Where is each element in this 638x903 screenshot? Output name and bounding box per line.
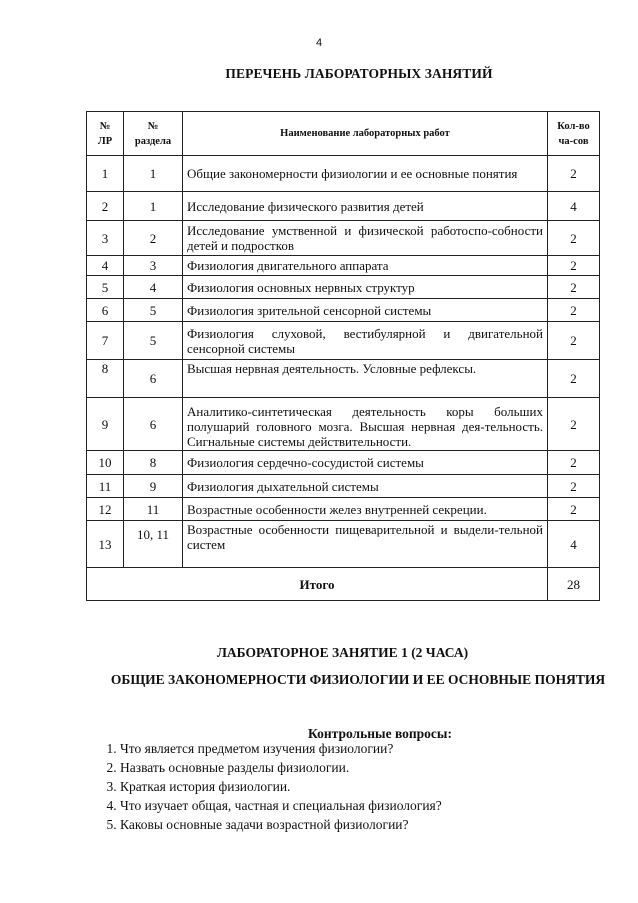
cell-section: 8 (124, 451, 183, 475)
cell-name: Физиология зрительной сенсорной системы (183, 299, 548, 322)
cell-section: 1 (124, 192, 183, 221)
page-number: 4 (315, 37, 323, 49)
cell-section: 10, 11 (124, 521, 183, 568)
cell-hours: 2 (548, 299, 600, 322)
cell-hours: 4 (548, 521, 600, 568)
cell-section: 3 (124, 256, 183, 276)
list-item: 3. Краткая история физиологии. (120, 777, 442, 796)
table-row (87, 256, 600, 276)
total-label: Итого (87, 568, 548, 601)
cell-section: 1 (124, 156, 183, 192)
cell-name: Физиология сердечно-сосудистой системы (183, 451, 548, 475)
table-row (87, 276, 600, 299)
table-row (87, 192, 600, 221)
cell-lr: 12 (87, 498, 124, 521)
cell-lr: 2 (87, 192, 124, 221)
table-header-row (87, 112, 600, 156)
table-row (87, 498, 600, 521)
cell-name: Физиология слуховой, вестибулярной и двигательной сенсорной системы (183, 322, 548, 360)
cell-name: Исследование физического развития детей (183, 192, 548, 221)
cell-hours: 2 (548, 451, 600, 475)
cell-name: Высшая нервная деятельность. Условные рефлексы. (183, 360, 548, 398)
cell-section: 6 (124, 360, 183, 398)
cell-section: 5 (124, 299, 183, 322)
cell-section: 4 (124, 276, 183, 299)
cell-lr: 8 (87, 360, 124, 398)
lesson-heading: ЛАБОРАТОРНОЕ ЗАНЯТИЕ 1 (2 ЧАСА) (216, 645, 469, 660)
cell-lr: 5 (87, 276, 124, 299)
cell-hours: 2 (548, 360, 600, 398)
table-row (87, 398, 600, 451)
header-hours: Кол-во ча-сов (548, 112, 600, 156)
cell-section: 6 (124, 398, 183, 451)
cell-lr: 9 (87, 398, 124, 451)
cell-section: 5 (124, 322, 183, 360)
table-row (87, 299, 600, 322)
header-work-name: Наименование лабораторных работ (183, 112, 548, 156)
cell-lr: 1 (87, 156, 124, 192)
cell-hours: 4 (548, 192, 600, 221)
table-row (87, 475, 600, 498)
header-lr-number: № ЛР (87, 112, 124, 156)
list-item: 1. Что является предметом изучения физиологии? (120, 739, 442, 758)
cell-lr: 13 (87, 521, 124, 568)
cell-hours: 2 (548, 398, 600, 451)
cell-lr: 11 (87, 475, 124, 498)
cell-name: Возрастные особенности пищеварительной и выдели-тельной систем (183, 521, 548, 568)
cell-section: 9 (124, 475, 183, 498)
table-row (87, 451, 600, 475)
cell-lr: 6 (87, 299, 124, 322)
questions-title: Контрольные вопросы: (308, 726, 452, 741)
cell-lr: 3 (87, 221, 124, 256)
cell-hours: 2 (548, 276, 600, 299)
table-row (87, 221, 600, 256)
total-value: 28 (548, 568, 600, 601)
cell-hours: 2 (548, 475, 600, 498)
lab-works-table (86, 111, 600, 601)
cell-name: Общие закономерности физиологии и ее основные понятия (183, 156, 548, 192)
list-item: 2. Назвать основные разделы физиологии. (120, 758, 442, 777)
cell-lr: 4 (87, 256, 124, 276)
cell-lr: 10 (87, 451, 124, 475)
cell-name: Физиология двигательного аппарата (183, 256, 548, 276)
cell-name: Физиология дыхательной системы (183, 475, 548, 498)
table-total-row (87, 568, 600, 601)
cell-hours: 2 (548, 322, 600, 360)
cell-name: Аналитико-синтетическая деятельность коры больших полушарий головного мозга. Высшая нервная дея-тельность. Сигнальные системы действительности. (183, 398, 548, 451)
cell-hours: 2 (548, 156, 600, 192)
cell-hours: 2 (548, 498, 600, 521)
cell-name: Исследование умственной и физической работоспо-собности детей и подростков (183, 221, 548, 256)
table-row (87, 322, 600, 360)
cell-lr: 7 (87, 322, 124, 360)
cell-name: Возрастные особенности желез внутренней секреции. (183, 498, 548, 521)
table-row (87, 156, 600, 192)
cell-hours: 2 (548, 221, 600, 256)
list-item: 5. Каковы основные задачи возрастной физиологии? (120, 815, 442, 834)
list-item: 4. Что изучает общая, частная и специальная физиология? (120, 796, 442, 815)
table-row (87, 521, 600, 568)
questions-list (92, 739, 442, 834)
cell-hours: 2 (548, 256, 600, 276)
lesson-topic: ОБЩИЕ ЗАКОНОМЕРНОСТИ ФИЗИОЛОГИИ И ЕЕ ОСНОВНЫЕ ПОНЯТИЯ (110, 672, 606, 687)
cell-name: Физиология основных нервных структур (183, 276, 548, 299)
header-section-number: № раздела (124, 112, 183, 156)
table-row (87, 360, 600, 398)
page-title: ПЕРЕЧЕНЬ ЛАБОРАТОРНЫХ ЗАНЯТИЙ (225, 66, 493, 81)
cell-section: 2 (124, 221, 183, 256)
cell-section: 11 (124, 498, 183, 521)
